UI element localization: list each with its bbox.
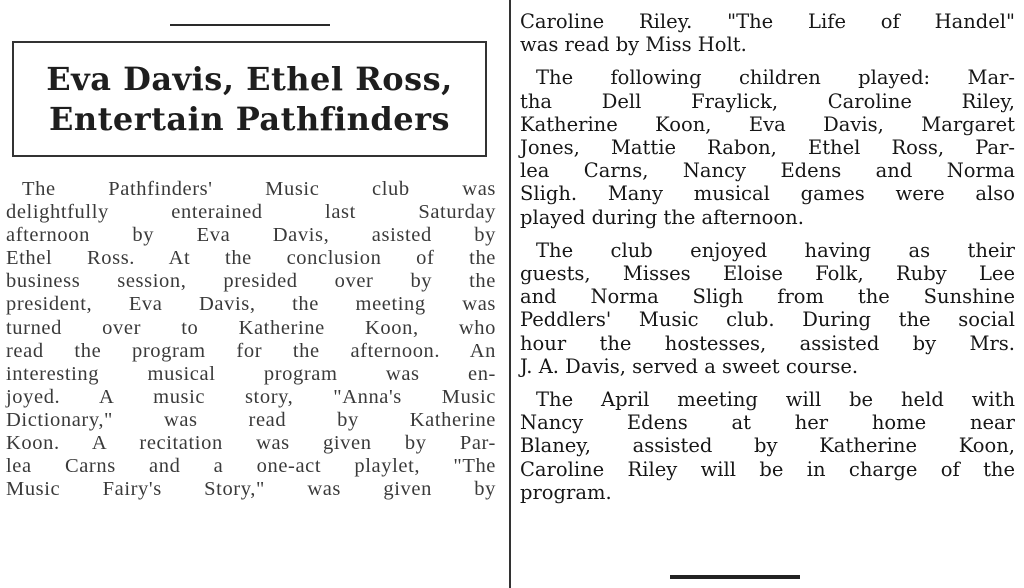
- text-line: read the program for the afternoon. An: [6, 339, 496, 362]
- text-line: tha Dell Fraylick, Caroline Riley,: [520, 89, 1015, 113]
- text-line: Ethel Ross. At the conclusion of the: [6, 247, 496, 270]
- headline-line-2: Entertain Pathfinders: [48, 100, 450, 138]
- paragraph-4: [520, 388, 1015, 504]
- text-line: The Pathfinders' Music club was: [22, 178, 496, 200]
- text-line: afternoon by Eva Davis, asisted by: [6, 224, 496, 247]
- text-line: turned over to Katherine Koon, who: [6, 316, 496, 339]
- text-line: and Norma Sligh from the Sunshine: [520, 285, 1015, 309]
- top-rule: [170, 24, 330, 26]
- text-line: The club enjoyed having as their: [536, 238, 1015, 262]
- paragraph-1: [520, 10, 1015, 56]
- text-line: The April meeting will be held with: [536, 388, 1015, 412]
- text-line: lea Carns and a one-act playlet, "The: [6, 455, 496, 478]
- text-line: interesting musical program was en-: [6, 362, 496, 385]
- text-line: Nancy Edens at her home near: [520, 411, 1015, 435]
- left-column-article: [6, 178, 496, 501]
- text-line: Jones, Mattie Rabon, Ethel Ross, Par-: [520, 136, 1015, 160]
- text-line: hour the hostesses, assisted by Mrs.: [520, 331, 1015, 355]
- text-line: Caroline Riley. "The Life of Handel": [520, 10, 1015, 33]
- headline-line-1: Eva Davis, Ethel Ross,: [46, 60, 453, 98]
- bottom-rule: [670, 575, 800, 579]
- text-line: delightfully enterained last Saturday: [6, 201, 496, 224]
- text-line: Music Fairy's Story," was given by: [6, 478, 496, 501]
- paragraph-3: [520, 239, 1015, 378]
- text-line: president, Eva Davis, the meeting was: [6, 293, 496, 316]
- headline-box: [12, 41, 487, 157]
- text-line: business session, presided over by the: [6, 270, 496, 293]
- text-line: J. A. Davis, served a sweet course.: [520, 354, 859, 378]
- paragraph-2: [520, 66, 1015, 228]
- text-line: guests, Misses Eloise Folk, Ruby Lee: [520, 262, 1015, 286]
- right-column-article: [520, 10, 1015, 504]
- column-divider: [509, 0, 511, 588]
- text-line: Sligh. Many musical games were also: [520, 182, 1015, 206]
- text-line: program.: [520, 480, 612, 504]
- text-line: Dictionary," was read by Katherine: [6, 408, 496, 431]
- text-line: Koon. A recitation was given by Par-: [6, 432, 496, 455]
- text-line: Katherine Koon, Eva Davis, Margaret: [520, 112, 1015, 136]
- text-line: joyed. A music story, "Anna's Music: [6, 385, 496, 408]
- text-line: was read by Miss Holt.: [520, 33, 747, 57]
- text-line: Peddlers' Music club. During the social: [520, 308, 1015, 332]
- text-line: The following children played: Mar-: [536, 66, 1015, 90]
- text-line: played during the afternoon.: [520, 205, 804, 229]
- text-line: Blaney, assisted by Katherine Koon,: [520, 434, 1015, 458]
- text-line: lea Carns, Nancy Edens and Norma: [520, 159, 1015, 183]
- text-line: Caroline Riley will be in charge of the: [520, 457, 1015, 481]
